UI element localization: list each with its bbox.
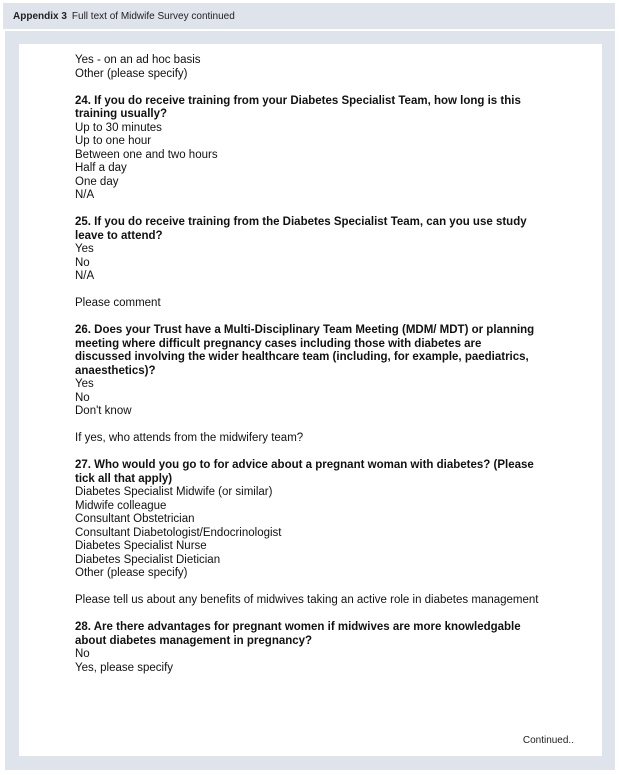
- survey-content: [75, 54, 539, 675]
- answer-option: Midwife colleague: [75, 499, 167, 512]
- answer-option: Please comment: [75, 297, 161, 309]
- answer-option: N/A: [75, 189, 95, 201]
- answer-option: Diabetes Specialist Midwife (or similar): [75, 486, 273, 498]
- survey-block: [75, 621, 535, 675]
- block-spacer: [75, 581, 535, 595]
- answer-option: Half a day: [75, 162, 127, 174]
- answer-option: No: [75, 648, 90, 660]
- answer-option: Other (please specify): [75, 67, 188, 80]
- answer-option: Up to one hour: [75, 135, 152, 147]
- survey-block: [75, 54, 535, 81]
- answer-option: Consultant Diabetologist/Endocrinologist: [75, 526, 282, 539]
- survey-sheet: [19, 44, 602, 756]
- answer-option: Yes: [75, 378, 94, 390]
- survey-block: [75, 594, 539, 608]
- survey-block: [75, 297, 535, 311]
- block-spacer: [75, 419, 535, 433]
- answer-option: Please tell us about any benefits of midwives taking an active role in diabetes management: [75, 594, 539, 606]
- answer-option: No: [75, 391, 90, 404]
- answer-option: Don't know: [75, 405, 132, 417]
- answer-option: Yes: [75, 243, 94, 255]
- survey-block: [75, 216, 535, 284]
- survey-block: [75, 459, 535, 581]
- appendix-title: Full text of Midwife Survey continued: [71, 10, 235, 22]
- question-text: 28. Are there advantages for pregnant women if midwives are more knowledgable about diabetes management in pregnancy?: [75, 621, 521, 647]
- answer-option: Diabetes Specialist Dietician: [75, 553, 221, 566]
- answer-option: Yes - on an ad hoc basis: [75, 54, 201, 66]
- survey-block: [75, 95, 535, 203]
- block-spacer: [75, 608, 535, 622]
- appendix-label: Appendix 3: [13, 10, 67, 22]
- answer-option: N/A: [75, 270, 95, 282]
- answer-option: Between one and two hours: [75, 148, 218, 161]
- question-text: 25. If you do receive training from the Diabetes Specialist Team, can you use study leave to attend?: [75, 216, 527, 242]
- question-text: 24. If you do receive training from your Diabetes Specialist Team, how long is this training usually?: [75, 94, 521, 120]
- answer-option: Consultant Obstetrician: [75, 513, 195, 525]
- survey-block: [75, 324, 535, 419]
- block-spacer: [75, 284, 535, 298]
- continued-note: Continued..: [522, 735, 574, 746]
- answer-option: Other (please specify): [75, 567, 188, 579]
- appendix-header: [3, 3, 615, 29]
- question-text: 27. Who would you go to for advice about a pregnant woman with diabetes? (Please tick all that apply): [75, 459, 534, 485]
- answer-option: If yes, who attends from the midwifery team?: [75, 432, 304, 444]
- survey-block: [75, 432, 535, 446]
- block-spacer: [75, 81, 535, 95]
- question-text: 26. Does your Trust have a Multi-Disciplinary Team Meeting (MDM/ MDT) or planning meeting where difficult pregnancy cases including those with diabetes are discussed involving the wider healthcare team (including, for example, paediatrics, anaesthetics)?: [75, 324, 535, 377]
- block-spacer: [75, 311, 535, 325]
- answer-option: One day: [75, 175, 119, 188]
- block-spacer: [75, 203, 535, 217]
- survey-panel: [5, 31, 615, 770]
- answer-option: Up to 30 minutes: [75, 121, 162, 134]
- answer-option: Yes, please specify: [75, 661, 174, 674]
- answer-option: No: [75, 256, 90, 269]
- answer-option: Diabetes Specialist Nurse: [75, 540, 207, 552]
- block-spacer: [75, 446, 535, 460]
